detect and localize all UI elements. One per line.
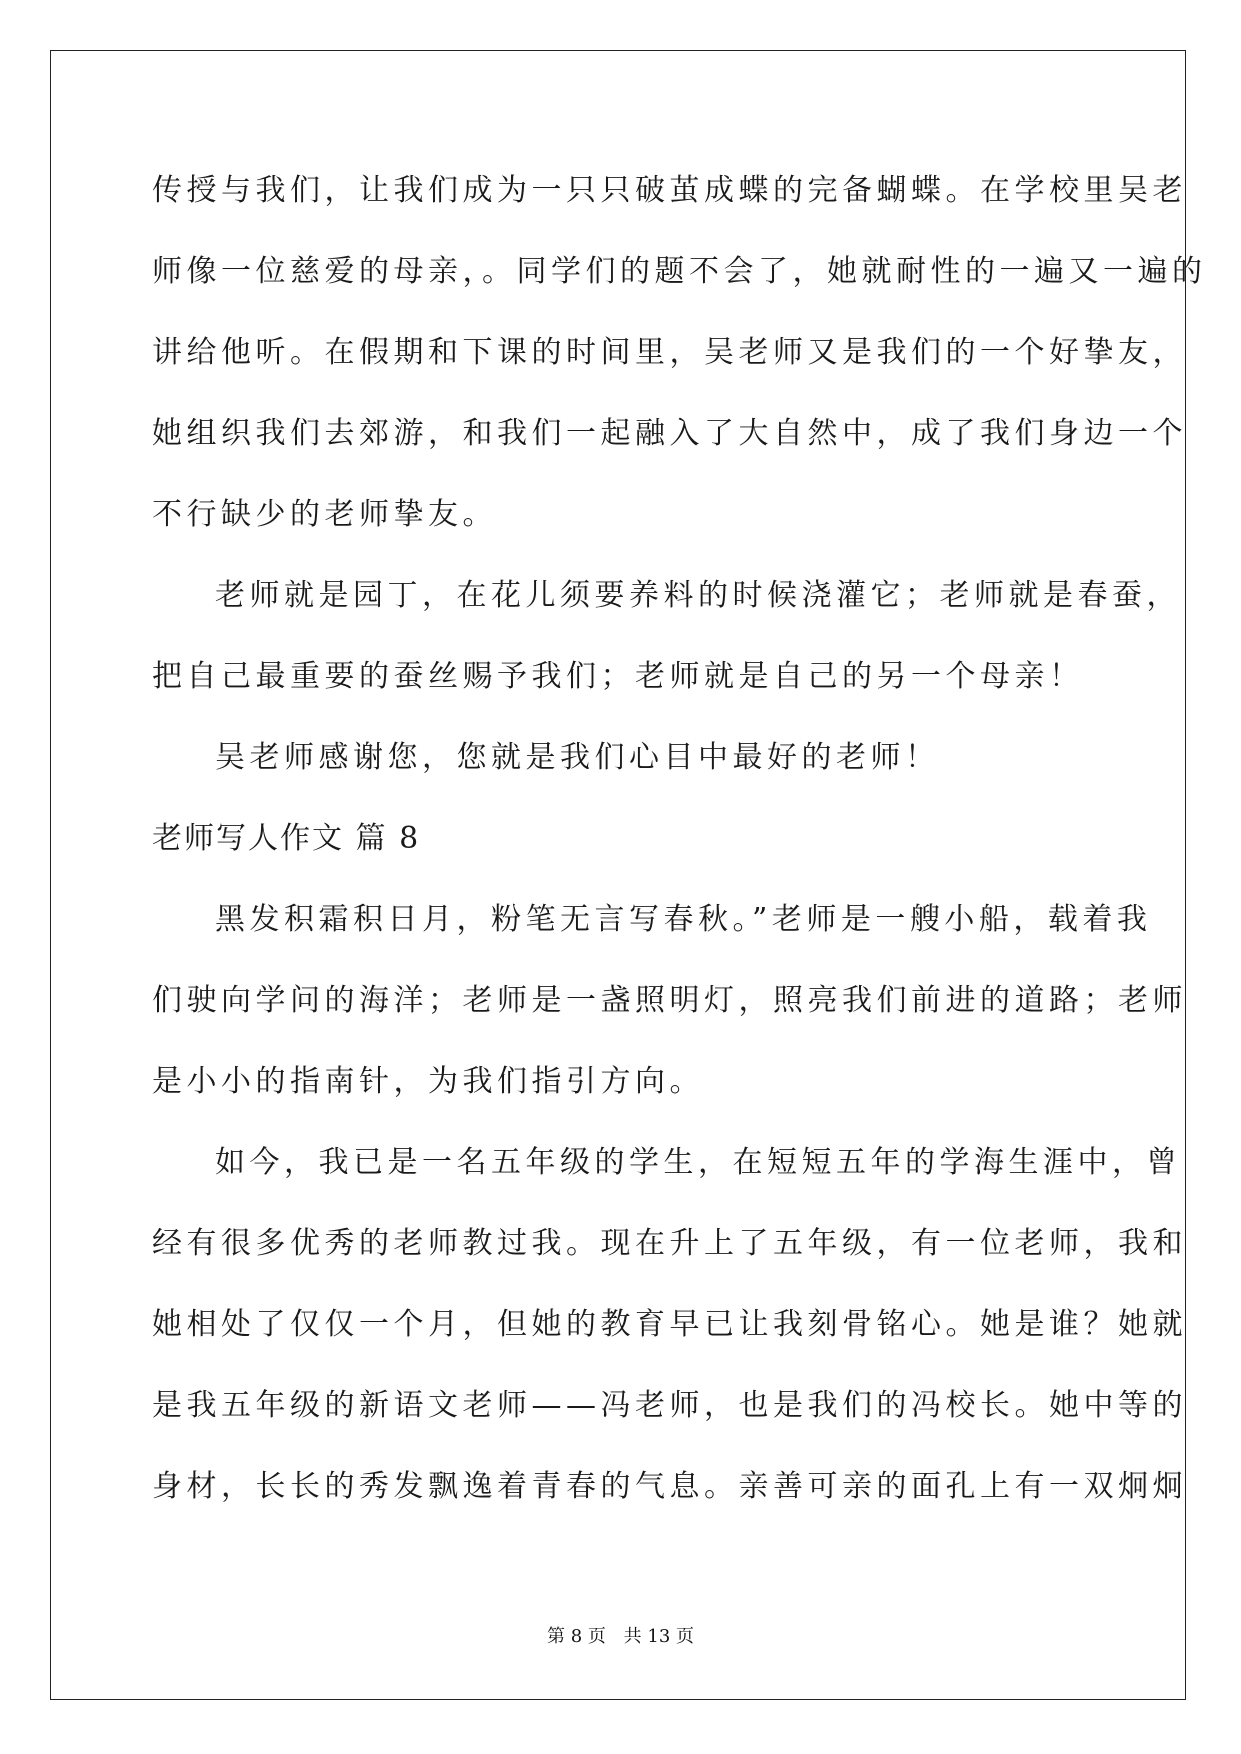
page-total: 共 13 页 (623, 1626, 694, 1647)
body-line: 们驶向学问的海洋；老师是一盏照明灯，照亮我们前进的道路；老师 (152, 983, 1187, 1018)
document-body (152, 150, 1207, 1527)
body-line: 师像一位慈爱的母亲，。同学们的题不会了，她就耐性的一遍又一遍的 (152, 254, 1207, 289)
body-line: 传授与我们，让我们成为一只只破茧成蝶的完备蝴蝶。在学校里吴老 (152, 173, 1187, 208)
section-heading: 老师写人作文 篇 8 (152, 821, 421, 856)
body-line: 不行缺少的老师挚友。 (152, 497, 497, 532)
page-footer (0, 1622, 1241, 1648)
paragraph-start: 老师就是园丁，在花儿须要养料的时候浇灌它；老师就是春蚕， (215, 578, 1181, 613)
paragraph-start: 吴老师感谢您，您就是我们心目中最好的老师！ (215, 740, 940, 775)
body-line: 她相处了仅仅一个月，但她的教育早已让我刻骨铭心。她是谁？她就 (152, 1307, 1187, 1342)
paragraph-start: 如今，我已是一名五年级的学生，在短短五年的学海生涯中，曾 (215, 1145, 1181, 1180)
body-line: 是小小的指南针，为我们指引方向。 (152, 1064, 704, 1099)
body-line: 讲给他听。在假期和下课的时间里，吴老师又是我们的一个好挚友， (152, 335, 1187, 370)
body-line: 是我五年级的新语文老师——冯老师，也是我们的冯校长。她中等的 (152, 1388, 1187, 1423)
body-line: 把自己最重要的蚕丝赐予我们；老师就是自己的另一个母亲！ (152, 659, 1084, 694)
body-line: 身材，长长的秀发飘逸着青春的气息。亲善可亲的面孔上有一双炯炯 (152, 1469, 1187, 1504)
page-number: 第 8 页 (547, 1626, 606, 1647)
body-line: 经有很多优秀的老师教过我。现在升上了五年级，有一位老师，我和 (152, 1226, 1187, 1261)
body-line: 她组织我们去郊游，和我们一起融入了大自然中，成了我们身边一个 (152, 416, 1187, 451)
paragraph-start: 黑发积霜积日月，粉笔无言写春秋。”老师是一艘小船，载着我 (215, 902, 1152, 937)
